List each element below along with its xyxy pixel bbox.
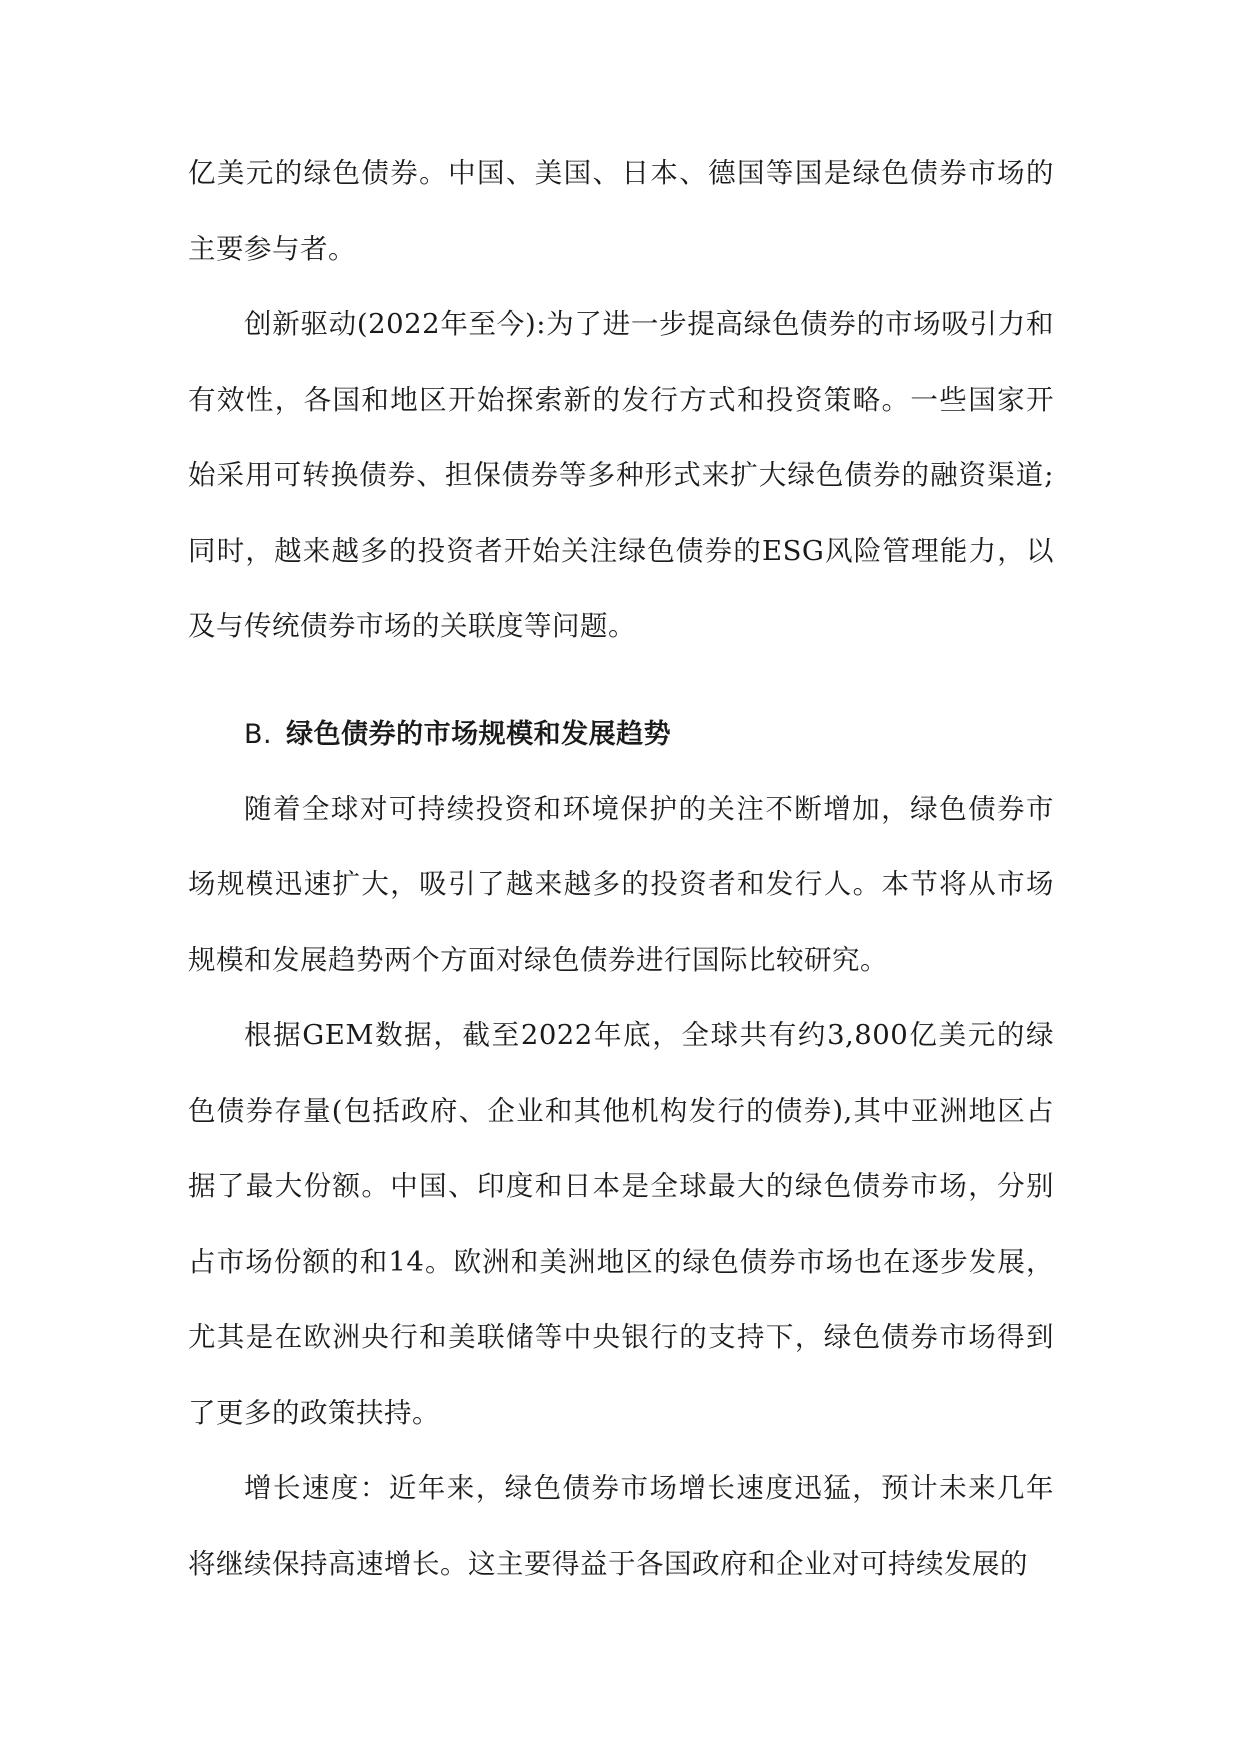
section-heading (188, 697, 1054, 772)
paragraph-market-size: 根据GEM数据，截至2022年底，全球共有约3,800亿美元的绿色债券存量(包括政府、企业和其他机构发行的债券),其中亚洲地区占据了最大份额。中国、印度和日本是全球最大的绿色债券市场，分别占市场份额的和14。欧洲和美洲地区的绿色债券市场也在逐步发展，尤其是在欧洲央行和美联储等中央银行的支持下，绿色债券市场得到了更多的政策扶持。 (188, 1019, 1054, 1429)
paragraph-innovation-driven: 创新驱动(2022年至今):为了进一步提高绿色债券的市场吸引力和有效性，各国和地区开始探索新的发行方式和投资策略。一些国家开始采用可转换债券、担保债券等多种形式来扩大绿色债券的融资渠道;同时，越来越多的投资者开始关注绿色债券的ESG风险管理能力，以及与传统债券市场的关联度等问题。 (188, 308, 1054, 642)
paragraph-continued: 亿美元的绿色债券。中国、美国、日本、德国等国是绿色债券市场的主要参与者。 (188, 157, 1054, 265)
paragraph-market-intro: 随着全球对可持续投资和环境保护的关注不断增加，绿色债券市场规模迅速扩大，吸引了越来越多的投资者和发行人。本节将从市场规模和发展趋势两个方面对绿色债券进行国际比较研究。 (188, 792, 1054, 976)
section-number: B. (244, 718, 273, 750)
paragraph-growth-speed: 增长速度：近年来，绿色债券市场增长速度迅猛，预计未来几年将继续保持高速增长。这主要得益于各国政府和企业对可持续发展的 (188, 1472, 1054, 1580)
document-page (188, 136, 1054, 1602)
section-title: 绿色债券的市场规模和发展趋势 (286, 718, 672, 750)
